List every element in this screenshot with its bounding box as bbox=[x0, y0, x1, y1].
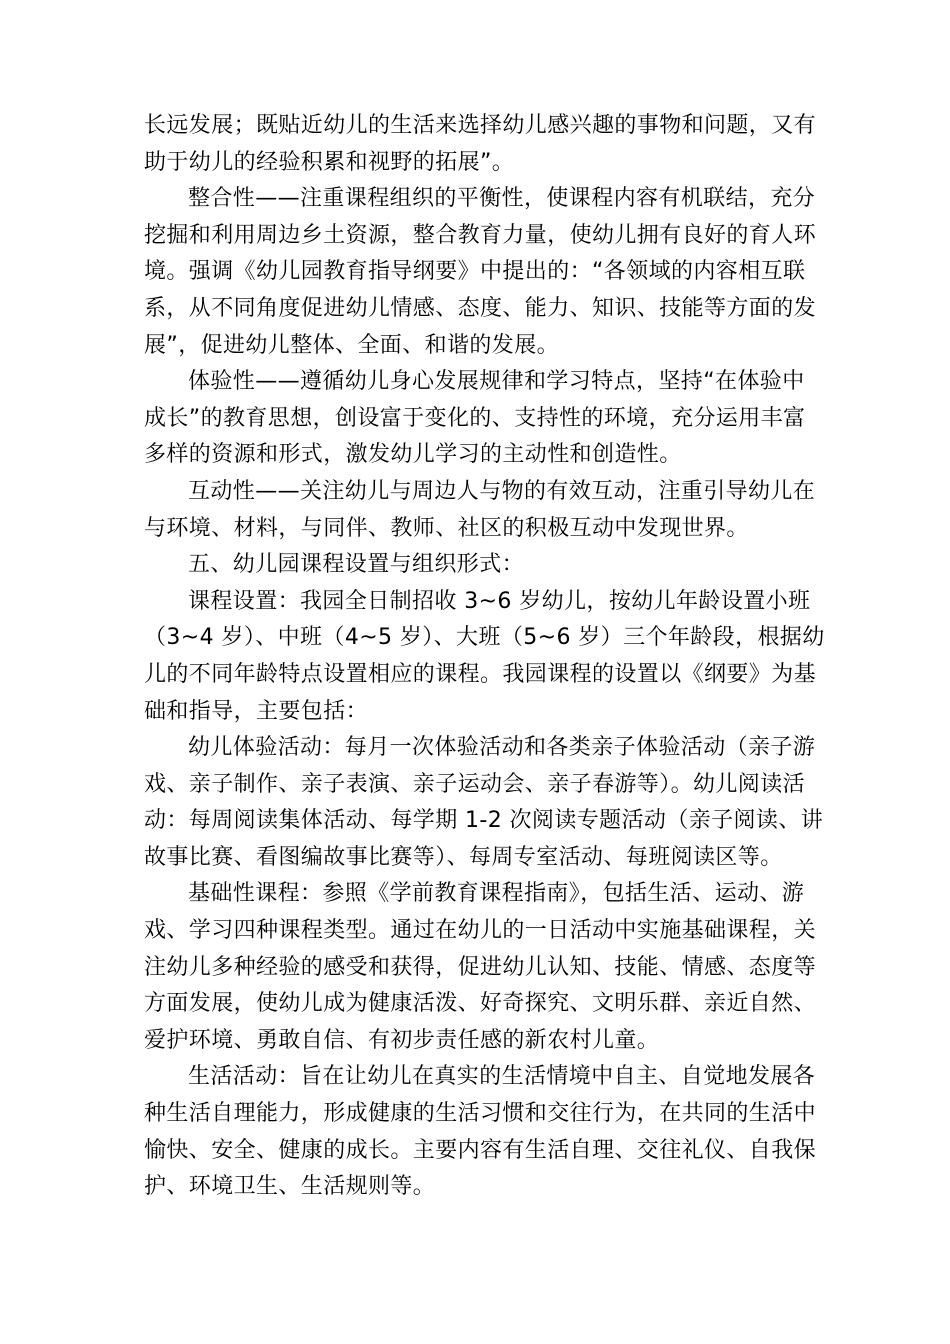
text-line: 方面发展，使幼儿成为健康活泼、好奇探究、文明乐群、亲近自然、 bbox=[144, 991, 817, 1017]
paragraph-interaction bbox=[144, 474, 816, 547]
document-page bbox=[144, 108, 825, 1206]
text-line: 互动性——关注幼儿与周边人与物的有效互动，注重引导幼儿在 bbox=[188, 478, 816, 504]
text-line: 成长”的教育思想，创设富于变化的、支持性的环境，充分运用丰富 bbox=[144, 405, 806, 431]
paragraph-experience bbox=[144, 364, 808, 474]
text-line: 生活活动：旨在让幼儿在真实的生活情境中自主、自觉地发展各 bbox=[188, 1064, 816, 1090]
text-line: 系，从不同角度促进幼儿情感、态度、能力、知识、技能等方面的发 bbox=[144, 295, 817, 321]
text-line: 故事比赛、看图编故事比赛等）、每周专室活动、每班阅读区等。 bbox=[144, 844, 783, 870]
paragraph-experience-activities bbox=[144, 730, 824, 876]
text-line: 种生活自理能力，形成健康的生活习惯和交往行为，在共同的生活中 bbox=[144, 1101, 817, 1127]
text-line: 长远发展；既贴近幼儿的生活来选择幼儿感兴趣的事物和问题，又有 bbox=[144, 113, 817, 138]
text-line: 与环境、材料，与同伴、教师、社区的积极互动中发现世界。 bbox=[144, 515, 749, 541]
text-line: 多样的资源和形式，激发幼儿学习的主动性和创造性。 bbox=[144, 442, 682, 468]
text-line: 境。强调《幼儿园教育指导纲要》中提出的：“各领域的内容相互联 bbox=[144, 259, 806, 285]
text-line: 注幼儿多种经验的感受和获得，促进幼儿认知、技能、情感、态度等 bbox=[144, 954, 817, 980]
text-line: 课程设置：我园全日制招收 3~6 岁幼儿，按幼儿年龄设置小班 bbox=[188, 588, 811, 614]
heading-line: 五、幼儿园课程设置与组织形式： bbox=[188, 552, 525, 578]
text-line: 儿的不同年龄特点设置相应的课程。我园课程的设置以《纲要》为基 bbox=[144, 661, 817, 687]
paragraph-curriculum-setting bbox=[144, 584, 825, 730]
text-line: 助于幼儿的经验积累和视野的拓展”。 bbox=[144, 149, 515, 175]
paragraph-basic-curriculum bbox=[144, 876, 817, 1059]
text-line: 挖掘和利用周边乡土资源，整合教育力量，使幼儿拥有良好的育人环 bbox=[144, 222, 817, 248]
text-line: 基础性课程：参照《学前教育课程指南》，包括生活、运动、游 bbox=[188, 881, 805, 907]
text-line: 动：每周阅读集体活动、每学期 1-2 次阅读专题活动（亲子阅读、讲 bbox=[144, 808, 824, 834]
text-line: 础和指导，主要包括： bbox=[144, 698, 369, 724]
text-line: 幼儿体验活动：每月一次体验活动和各类亲子体验活动（亲子游 bbox=[188, 735, 816, 761]
paragraph-integration bbox=[144, 181, 817, 364]
text-line: 戏、亲子制作、亲子表演、亲子运动会、亲子春游等）。幼儿阅读活 bbox=[144, 771, 806, 797]
text-line: 护、环境卫生、生活规则等。 bbox=[144, 1174, 436, 1200]
text-line: 体验性——遵循幼儿身心发展规律和学习特点，坚持“在体验中 bbox=[188, 369, 805, 395]
text-line: 爱护环境、勇敢自信、有初步责任感的新农村儿童。 bbox=[144, 1027, 660, 1053]
section-heading bbox=[144, 547, 808, 584]
text-line: 展”，促进幼儿整体、全面、和谐的发展。 bbox=[144, 332, 559, 358]
paragraph-continuation bbox=[144, 108, 817, 181]
text-line: 戏、学习四种课程类型。通过在幼儿的一日活动中实施基础课程，关 bbox=[144, 918, 817, 944]
text-line: 愉快、安全、健康的成长。主要内容有生活自理、交往礼仪、自我保 bbox=[144, 1137, 817, 1163]
text-line: 整合性——注重课程组织的平衡性，使课程内容有机联结，充分 bbox=[188, 186, 816, 212]
paragraph-life-activities bbox=[144, 1059, 817, 1205]
text-line: （3~4 岁）、中班（4~5 岁）、大班（5~6 岁）三个年龄段，根据幼 bbox=[144, 625, 825, 651]
